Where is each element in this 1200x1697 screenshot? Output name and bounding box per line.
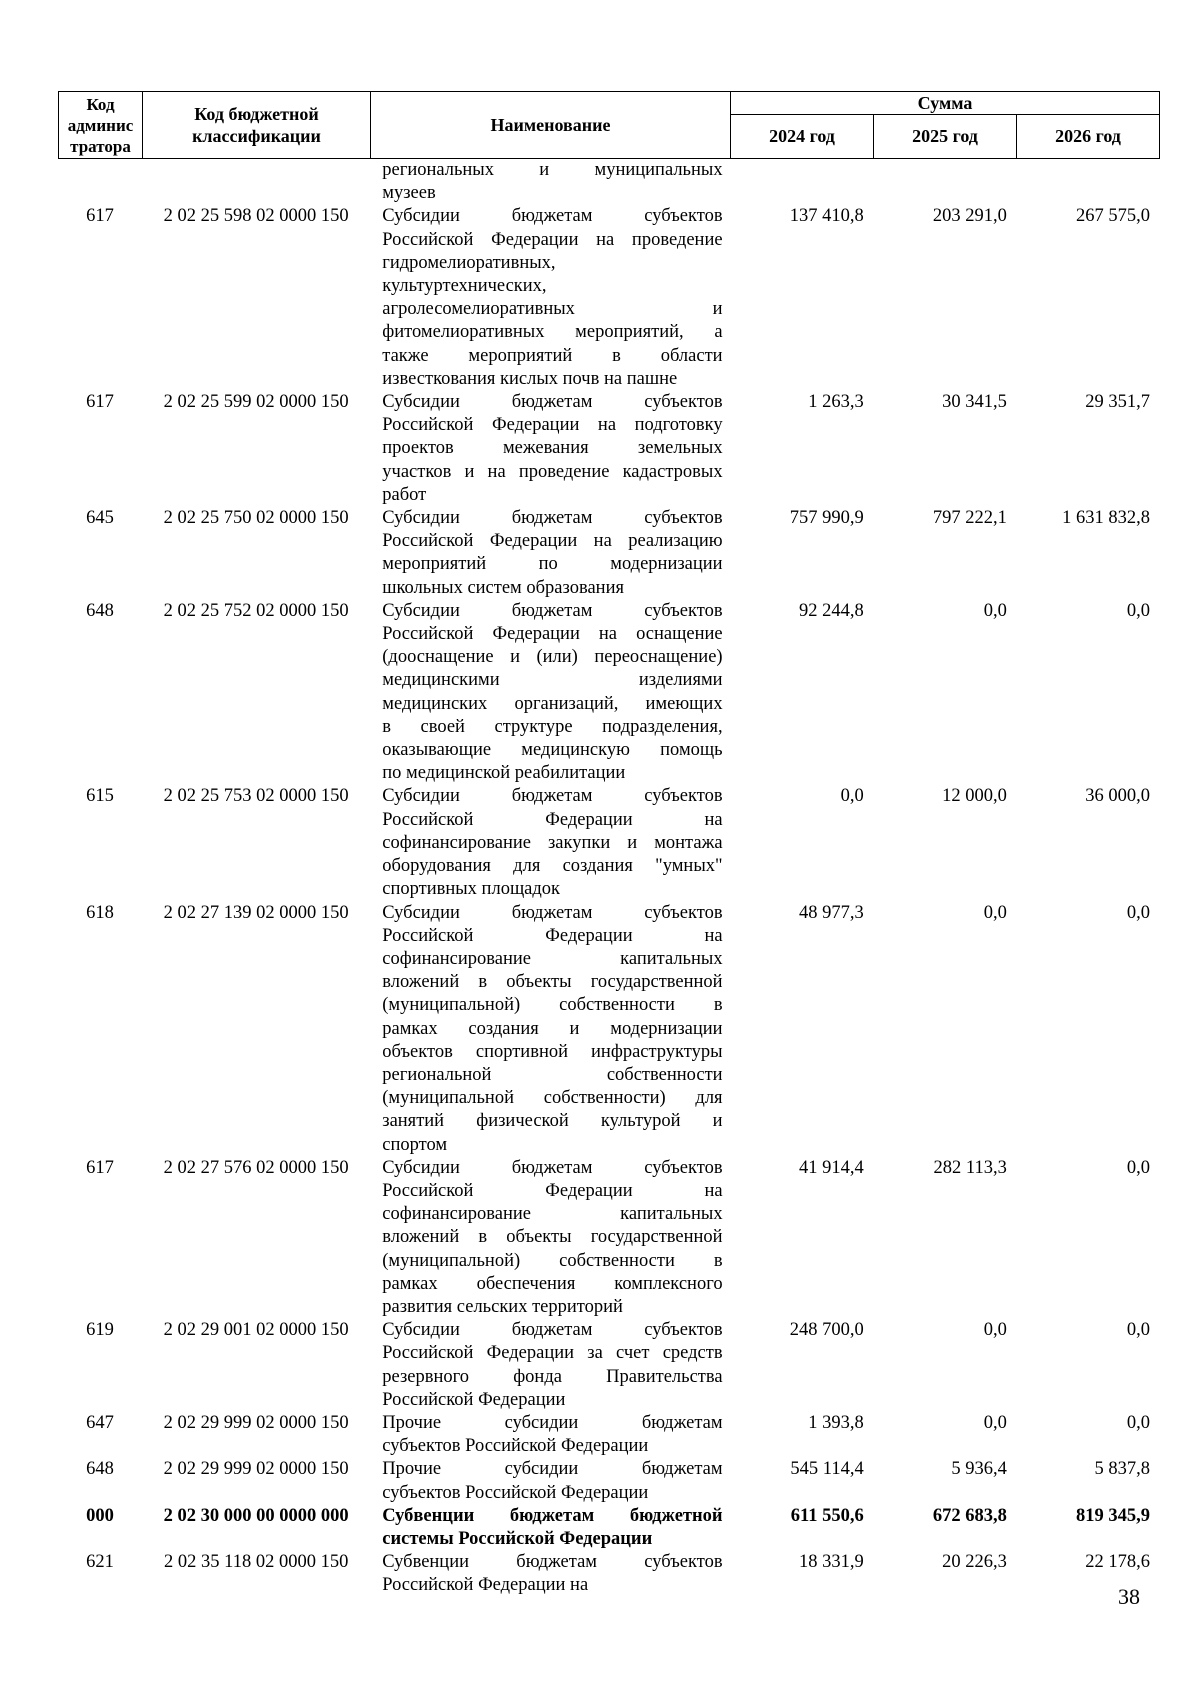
name-line: проектов межевания земельных: [382, 438, 723, 459]
amount-cell: [1017, 159, 1160, 205]
name-cell: [370, 1157, 730, 1319]
name-line: (муниципальной) собственности в: [382, 1250, 723, 1271]
amount-2024-cell: 1 263,3: [808, 392, 864, 413]
table-row: [58, 1458, 1160, 1504]
name-line: объектов спортивной инфраструктуры: [382, 1041, 723, 1062]
amount-2025-cell: 12 000,0: [942, 786, 1007, 807]
header-budget-code: Код бюджетной классификации: [143, 92, 371, 159]
table-body: [58, 159, 1160, 1598]
name-line: также мероприятий в области: [382, 345, 723, 366]
name-line: субъектов Российской Федерации: [382, 1436, 649, 1457]
amount-2026-cell: 0,0: [1126, 902, 1150, 923]
name-line: Прочие субсидии бюджетам: [382, 1459, 723, 1480]
table-row: [58, 1551, 1160, 1597]
amount-2025-cell: 203 291,0: [932, 206, 1007, 227]
amount-2026-cell: 36 000,0: [1085, 786, 1150, 807]
amount-2026-cell: 0,0: [1126, 1412, 1150, 1433]
budget-code-cell: [142, 159, 370, 205]
name-line: Российской Федерации на реализацию: [382, 531, 723, 552]
name-cell: [370, 785, 730, 901]
header-sum: Сумма: [731, 92, 1160, 115]
name-line: софинансирование закупки и монтажа: [382, 832, 723, 853]
admin-code-cell: [58, 159, 142, 205]
name-line: (муниципальной собственности) для: [382, 1088, 723, 1109]
document-page: [58, 91, 1160, 1598]
name-cell: [370, 507, 730, 600]
table-row: [58, 1505, 1160, 1551]
name-line: занятий физической культурой и: [382, 1111, 723, 1132]
name-cell: [370, 1319, 730, 1412]
table-row: [58, 1157, 1160, 1319]
name-cell: [370, 1505, 730, 1551]
name-cell: [370, 205, 730, 391]
name-line: региональных и муниципальных: [382, 160, 723, 180]
admin-code-cell: 617: [86, 1157, 114, 1178]
amount-cell: [731, 159, 874, 205]
continuation-row: [58, 159, 1160, 205]
amount-2026-cell: 5 837,8: [1094, 1459, 1150, 1480]
header-name: Наименование: [371, 92, 731, 159]
name-line: гидромелиоративных,: [382, 252, 556, 273]
name-line: участков и на проведение кадастровых: [382, 461, 723, 482]
name-line: субъектов Российской Федерации: [382, 1482, 649, 1503]
amount-2024-cell: 545 114,4: [790, 1459, 864, 1480]
name-line: Российской Федерации на проведение: [382, 229, 723, 250]
header-admin-code: Код админис тратора: [59, 92, 143, 159]
amount-2024-cell: 48 977,3: [798, 902, 864, 923]
table-row: [58, 902, 1160, 1157]
name-line: развития сельских территорий: [382, 1296, 623, 1317]
name-line: Российской Федерации на подготовку: [382, 415, 723, 436]
name-line: оказывающие медицинскую помощь: [382, 740, 723, 761]
name-line: школьных систем образования: [382, 577, 624, 598]
name-line: Субвенции бюджетам бюджетной: [382, 1505, 723, 1526]
name-line: культуртехнических,: [382, 276, 547, 297]
admin-code-cell: 617: [86, 206, 114, 227]
name-line: (муниципальной) собственности в: [382, 995, 723, 1016]
header-year-2026: 2026 год: [1017, 115, 1160, 159]
name-line: вложений в объекты государственной: [382, 1227, 723, 1248]
amount-2026-cell: 0,0: [1126, 600, 1150, 621]
name-line: оборудования для создания "умных": [382, 856, 723, 877]
budget-code-cell: 2 02 25 750 02 0000 150: [163, 508, 349, 529]
admin-code-cell: 621: [86, 1552, 114, 1573]
table-row: [58, 205, 1160, 391]
name-line: Субвенции бюджетам субъектов: [382, 1552, 723, 1573]
name-cell: [370, 1458, 730, 1504]
name-line: Субсидии бюджетам субъектов: [382, 1320, 723, 1341]
amount-2024-cell: 611 550,6: [790, 1505, 864, 1526]
admin-code-cell: 000: [86, 1505, 114, 1526]
name-cell: [370, 600, 730, 786]
amount-2024-cell: 248 700,0: [789, 1320, 864, 1341]
admin-code-cell: 619: [86, 1320, 114, 1341]
name-line: резервного фонда Правительства: [382, 1366, 723, 1387]
budget-code-cell: 2 02 25 598 02 0000 150: [163, 206, 349, 227]
budget-code-cell: 2 02 25 599 02 0000 150: [163, 392, 349, 413]
name-line: работ: [382, 484, 427, 505]
name-line: Российской Федерации на: [382, 1180, 723, 1201]
budget-code-cell: 2 02 29 001 02 0000 150: [163, 1320, 349, 1341]
amount-2024-cell: 18 331,9: [798, 1552, 864, 1573]
amount-2024-cell: 1 393,8: [808, 1412, 864, 1433]
name-line: по медицинской реабилитации: [382, 763, 626, 784]
name-line: Субсидии бюджетам субъектов: [382, 508, 723, 529]
name-cell: [370, 1551, 730, 1597]
name-line: агролесомелиоративных и: [382, 299, 723, 320]
name-line: региональной собственности: [382, 1064, 723, 1085]
admin-code-cell: 615: [86, 786, 114, 807]
admin-code-cell: 617: [86, 392, 114, 413]
name-line: Российской Федерации на: [382, 1575, 589, 1596]
name-line: музеев: [382, 183, 436, 204]
amount-cell: [874, 159, 1017, 205]
name-line: рамках обеспечения комплексного: [382, 1273, 723, 1294]
amount-2024-cell: 757 990,9: [789, 508, 864, 529]
amount-2026-cell: 819 345,9: [1076, 1505, 1150, 1526]
name-line: Субсидии бюджетам субъектов: [382, 1157, 723, 1178]
amount-2025-cell: 0,0: [983, 1412, 1007, 1433]
table-row: [58, 600, 1160, 786]
page-number: 38: [1118, 1584, 1140, 1609]
table-header: [58, 91, 1160, 159]
budget-code-cell: 2 02 29 999 02 0000 150: [163, 1459, 349, 1480]
name-line: Субсидии бюджетам субъектов: [382, 392, 723, 413]
name-line: Российской Федерации на оснащение: [382, 624, 723, 645]
amount-2025-cell: 282 113,3: [933, 1157, 1007, 1178]
budget-code-cell: 2 02 35 118 02 0000 150: [164, 1552, 349, 1573]
amount-2025-cell: 20 226,3: [942, 1552, 1007, 1573]
amount-2026-cell: 1 631 832,8: [1062, 508, 1150, 529]
name-line: Субсидии бюджетам субъектов: [382, 786, 723, 807]
name-line: Российской Федерации за счет средств: [382, 1343, 723, 1364]
budget-code-cell: 2 02 30 000 00 0000 000: [163, 1505, 349, 1526]
budget-code-cell: 2 02 25 752 02 0000 150: [163, 600, 349, 621]
name-line: мероприятий по модернизации: [382, 554, 723, 575]
amount-2025-cell: 797 222,1: [932, 508, 1007, 529]
amount-2026-cell: 0,0: [1126, 1157, 1150, 1178]
name-cell: [370, 391, 730, 507]
name-line: Субсидии бюджетам субъектов: [382, 206, 723, 227]
name-cell: [370, 159, 730, 205]
admin-code-cell: 647: [86, 1412, 114, 1433]
amount-2025-cell: 0,0: [983, 902, 1007, 923]
amount-2026-cell: 0,0: [1126, 1320, 1150, 1341]
amount-2025-cell: 0,0: [983, 600, 1007, 621]
budget-code-cell: 2 02 27 139 02 0000 150: [163, 902, 349, 923]
name-line: вложений в объекты государственной: [382, 972, 723, 993]
name-line: системы Российской Федерации: [382, 1528, 653, 1549]
name-line: медицинских организаций, имеющих: [382, 693, 723, 714]
amount-2025-cell: 5 936,4: [951, 1459, 1007, 1480]
table-row: [58, 391, 1160, 507]
name-cell: [370, 902, 730, 1157]
name-line: софинансирование капитальных: [382, 948, 723, 969]
amount-2025-cell: 672 683,8: [932, 1505, 1007, 1526]
table-row: [58, 1412, 1160, 1458]
amount-2026-cell: 29 351,7: [1085, 392, 1150, 413]
name-line: спортивных площадок: [382, 879, 561, 900]
admin-code-cell: 648: [86, 600, 114, 621]
name-line: Субсидии бюджетам субъектов: [382, 902, 723, 923]
name-line: Российской Федерации: [382, 1389, 566, 1410]
budget-code-cell: 2 02 25 753 02 0000 150: [163, 786, 349, 807]
header-year-2025: 2025 год: [874, 115, 1017, 159]
name-line: (дооснащение и (или) переоснащение): [382, 647, 723, 668]
name-line: известкования кислых почв на пашне: [382, 368, 678, 389]
amount-2026-cell: 22 178,6: [1085, 1552, 1150, 1573]
amount-2024-cell: 92 244,8: [798, 600, 864, 621]
name-line: софинансирование капитальных: [382, 1204, 723, 1225]
header-year-2024: 2024 год: [731, 115, 874, 159]
name-cell: [370, 1412, 730, 1458]
name-line: спортом: [382, 1134, 448, 1155]
amount-2024-cell: 0,0: [840, 786, 864, 807]
name-line: Прочие субсидии бюджетам: [382, 1412, 723, 1433]
name-line: в своей структуре подразделения,: [382, 716, 723, 737]
name-line: Российской Федерации на: [382, 809, 723, 830]
amount-2026-cell: 267 575,0: [1076, 206, 1150, 227]
name-line: рамках создания и модернизации: [382, 1018, 723, 1039]
budget-code-cell: 2 02 27 576 02 0000 150: [163, 1157, 349, 1178]
amount-2025-cell: 0,0: [983, 1320, 1007, 1341]
amount-2024-cell: 41 914,4: [798, 1157, 864, 1178]
name-line: медицинскими изделиями: [382, 670, 723, 691]
amount-2024-cell: 137 410,8: [789, 206, 864, 227]
table-row: [58, 507, 1160, 600]
budget-code-cell: 2 02 29 999 02 0000 150: [163, 1412, 349, 1433]
admin-code-cell: 618: [86, 902, 114, 923]
name-line: Субсидии бюджетам субъектов: [382, 600, 723, 621]
table-row: [58, 785, 1160, 901]
name-line: Российской Федерации на: [382, 925, 723, 946]
amount-2025-cell: 30 341,5: [942, 392, 1007, 413]
name-line: фитомелиоративных мероприятий, а: [382, 322, 723, 343]
table-row: [58, 1319, 1160, 1412]
admin-code-cell: 645: [86, 508, 114, 529]
admin-code-cell: 648: [86, 1459, 114, 1480]
